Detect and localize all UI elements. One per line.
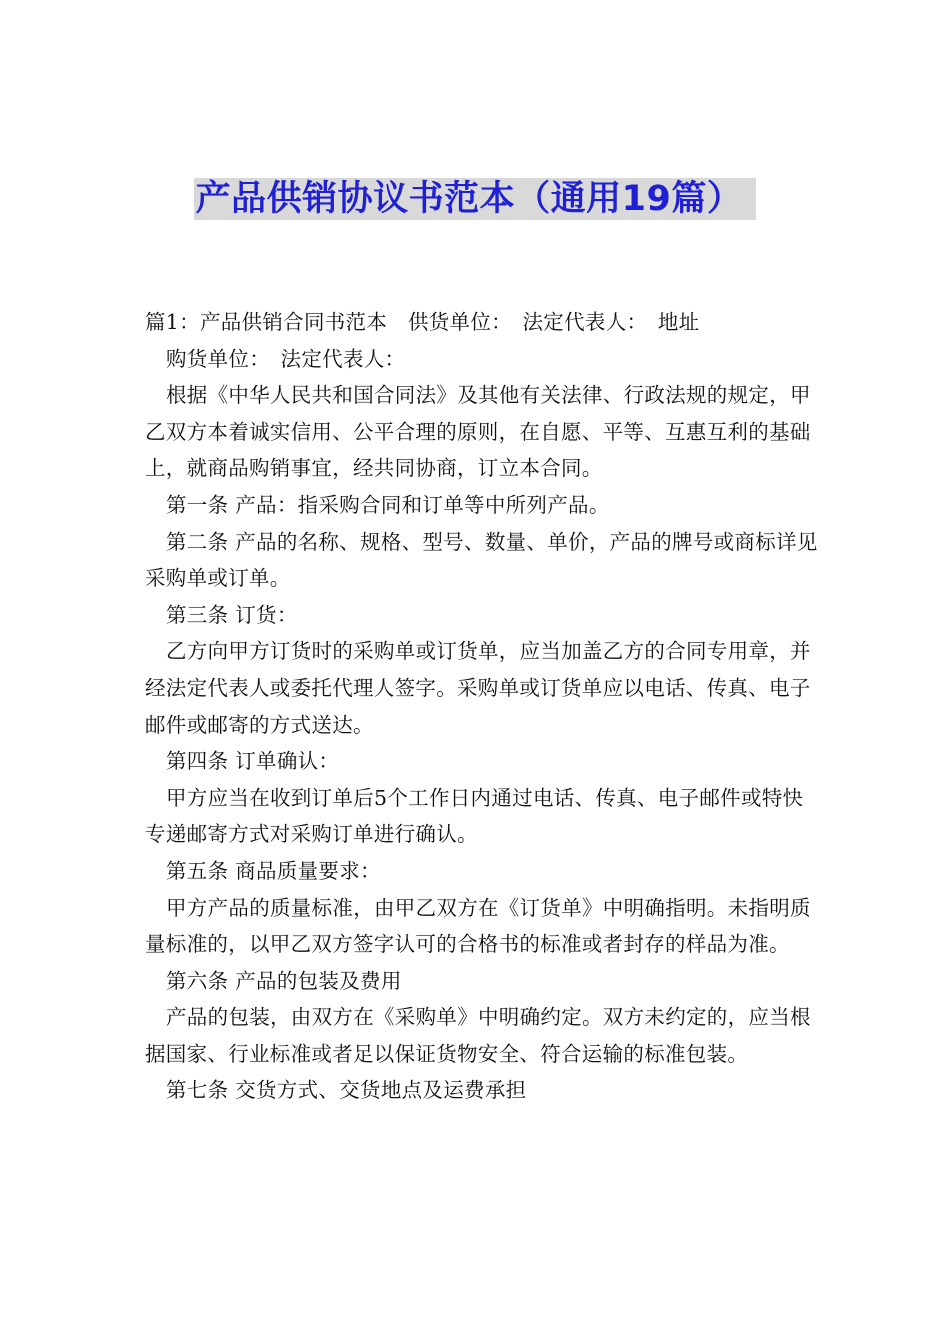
paragraph: 第七条 交货方式、交货地点及运费承担 [166, 1078, 527, 1103]
paragraph: 第三条 订货： [166, 602, 298, 627]
paragraph: 甲方应当在收到订单后5个工作日内通过电话、传真、电子邮件或特快专递邮寄方式对采购订单进行确认。 [145, 785, 804, 847]
paragraph: 第二条 产品的名称、规格、型号、数量、单价，产品的牌号或商标详见采购单或订单。 [145, 529, 818, 591]
paragraph: 第四条 订单确认： [166, 749, 340, 774]
paragraph: 篇1：产品供销合同书范本 供货单位： 法定代表人： 地址 [145, 310, 700, 334]
paragraph: 乙方向甲方订货时的采购单或订货单，应当加盖乙方的合同专用章，并经法定代表人或委托代理人签字。采购单或订货单应以电话、传真、电子邮件或邮寄的方式送达。 [145, 639, 811, 737]
paragraph: 产品的包装，由双方在《采购单》中明确约定。双方未约定的，应当根据国家、行业标准或者足以保证货物安全、符合运输的标准包装。 [145, 1005, 811, 1066]
paragraph: 甲方产品的质量标准，由甲乙双方在《订货单》中明确指明。未指明质量标准的，以甲乙双方签字认可的合格书的标准或者封存的样品为准。 [145, 895, 811, 957]
paragraph: 根据《中华人民共和国合同法》及其他有关法律、行政法规的规定，甲乙双方本着诚实信用、公平合理的原则，在自愿、平等、互惠互利的基础上，就商品购销事宜，经共同协商，订立本合同。 [145, 383, 811, 481]
paragraph: 第六条 产品的包装及费用 [166, 968, 402, 993]
document-body [145, 304, 820, 1109]
title-container [0, 178, 950, 220]
paragraph: 第一条 产品：指采购合同和订单等中所列产品。 [166, 492, 610, 517]
document-title: 产品供销协议书范本（通用19篇） [194, 178, 757, 220]
paragraph: 购货单位： 法定代表人： [166, 346, 406, 371]
paragraph: 第五条 商品质量要求： [166, 858, 381, 883]
